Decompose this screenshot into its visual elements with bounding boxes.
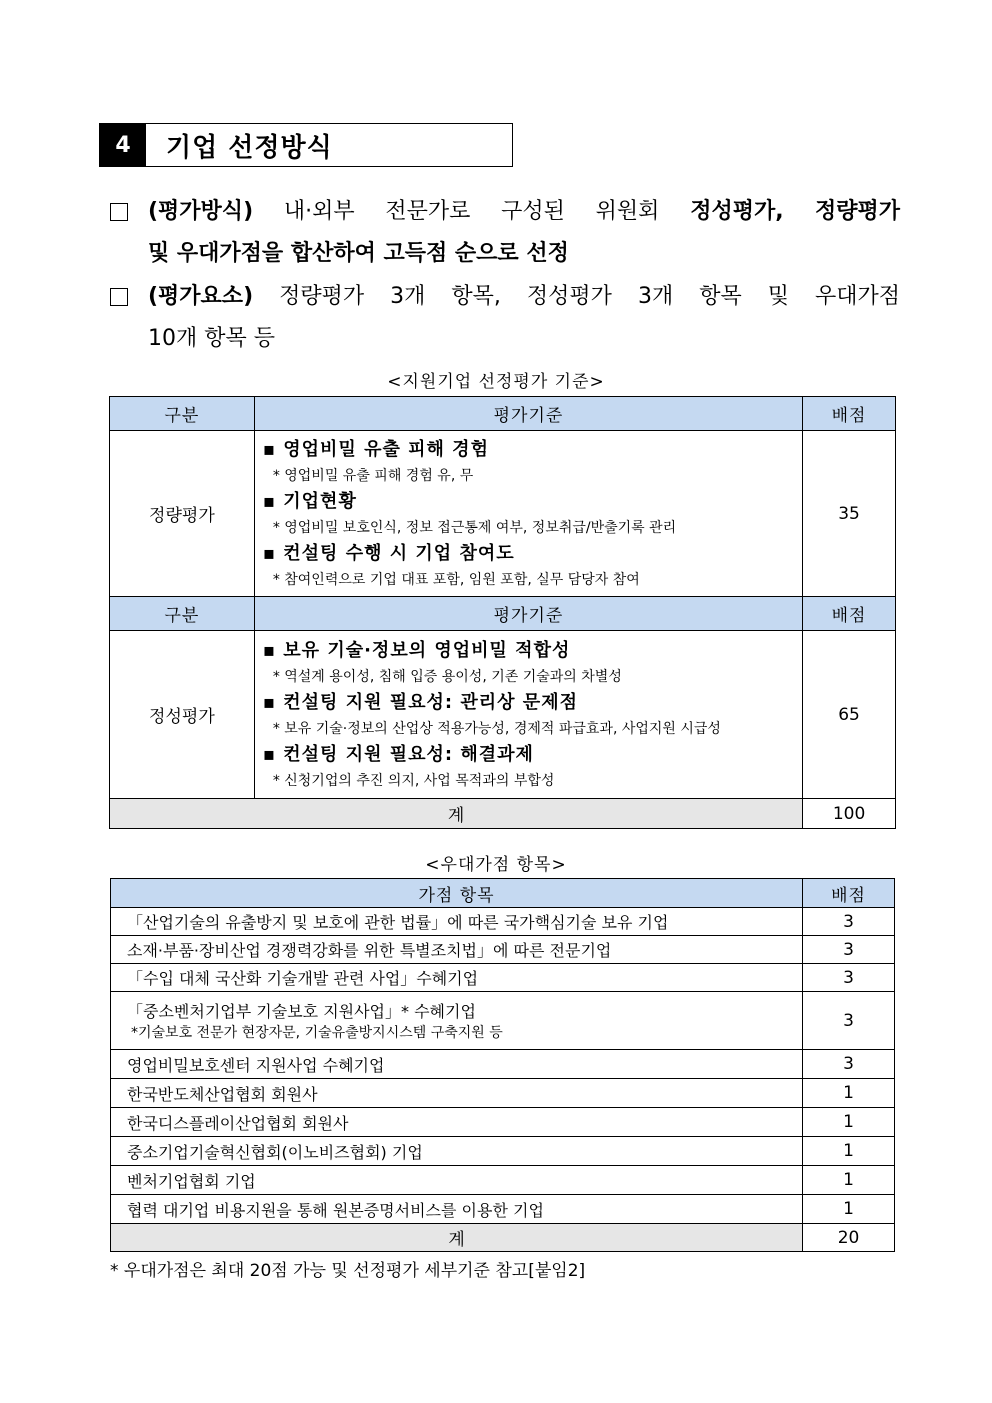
header-category: 구분 [110, 397, 255, 431]
table-row [111, 992, 895, 1050]
criteria-main: ▪ 기업현황 [262, 490, 357, 512]
bonus-score: 3 [803, 992, 895, 1050]
bullet-text: 정량평가 3개 항목, 정성평가 3개 항목 및 우대가점 [253, 284, 900, 309]
bonus-item: 벤처기업협회 기업 [111, 1166, 803, 1195]
header-score: 배점 [803, 397, 896, 431]
criteria-main: ▪ 컨설팅 수행 시 기업 참여도 [262, 542, 515, 564]
bonus-item: 한국반도체산업협회 회원사 [111, 1079, 803, 1108]
header-score: 배점 [803, 597, 896, 631]
table-row [111, 1108, 895, 1137]
score-quantitative: 35 [803, 431, 896, 597]
header-score: 배점 [803, 879, 895, 908]
bullet-evaluation-elements [110, 276, 900, 360]
bonus-item: 협력 대기업 비용지원을 통해 원본증명서비스를 이용한 기업 [111, 1195, 803, 1224]
bonus-item: 「중소벤처기업부 기술보호 지원사업」* 수혜기업 [127, 1002, 476, 1021]
bullet-text-line2: 및 우대가점을 합산하여 고득점 순으로 선정 [148, 241, 569, 266]
bullet-text: 내·외부 전문가로 구성된 위원회 [253, 199, 691, 224]
score-qualitative: 65 [803, 631, 896, 799]
bullet-label: (평가방식) [148, 199, 254, 224]
criteria-main: ▪ 보유 기술·정보의 영업비밀 적합성 [262, 639, 571, 661]
bonus-score: 1 [803, 1137, 895, 1166]
section-title: 기업 선정방식 [166, 132, 333, 163]
table-row [111, 1166, 895, 1195]
criteria-main: ▪ 컨설팅 지원 필요성: 관리상 문제점 [262, 691, 578, 713]
criteria-sub: * 보유 기술·정보의 산업상 적용가능성, 경제적 파급효과, 사업지원 시급성 [272, 720, 721, 737]
bullet-label: (평가요소) [148, 284, 254, 309]
header-item: 가점 항목 [111, 879, 803, 908]
bonus-points-table [110, 878, 895, 1252]
table2-caption: <우대가점 항목> [425, 855, 567, 875]
criteria-sub: * 신청기업의 추진 의지, 사업 목적과의 부합성 [272, 772, 555, 789]
bonus-item: 영업비밀보호센터 지원사업 수혜기업 [111, 1050, 803, 1079]
total-label: 계 [111, 1224, 803, 1252]
table-row [111, 1195, 895, 1224]
table-row [111, 936, 895, 964]
bullet-evaluation-method [110, 191, 900, 275]
footnote: * 우대가점은 최대 20점 가능 및 선정평가 세부기준 참고[붙임2] [110, 1261, 586, 1281]
total-score: 20 [803, 1224, 895, 1252]
table-row [111, 908, 895, 936]
bonus-score: 3 [803, 964, 895, 992]
bonus-score: 1 [803, 1195, 895, 1224]
category-qualitative: 정성평가 [110, 631, 255, 799]
header-criteria: 평가기준 [254, 597, 802, 631]
bonus-item: 중소기업기술혁신협회(이노비즈협회) 기업 [111, 1137, 803, 1166]
criteria-sub: * 역설계 용이성, 침해 입증 용이성, 기존 기술과의 차별성 [272, 668, 622, 685]
bonus-item: 한국디스플레이산업협회 회원사 [111, 1108, 803, 1137]
checkbox-square-icon [110, 288, 128, 306]
header-criteria: 평가기준 [254, 397, 802, 431]
checkbox-square-icon [110, 203, 128, 221]
section-heading [99, 123, 513, 167]
selection-criteria-table [109, 396, 896, 829]
bullet-text-line2: 10개 항목 등 [148, 326, 275, 351]
table-row [111, 964, 895, 992]
qualitative-criteria [254, 631, 802, 799]
bonus-item: 「수입 대체 국산화 기술개발 관련 사업」수혜기업 [111, 964, 803, 992]
bonus-score: 1 [803, 1079, 895, 1108]
criteria-main: ▪ 컨설팅 지원 필요성: 해결과제 [262, 743, 534, 765]
bonus-score: 3 [803, 1050, 895, 1079]
bonus-item-note: *기술보호 전문가 현장자문, 기술유출방지시스템 구축지원 등 [131, 1025, 503, 1041]
criteria-sub: * 영업비밀 유출 피해 경험 유, 무 [272, 467, 474, 484]
category-quantitative: 정량평가 [110, 431, 255, 597]
header-category: 구분 [110, 597, 255, 631]
bullet-bold-text: 정성평가, 정량평가 [690, 199, 900, 224]
bonus-score: 3 [803, 908, 895, 936]
total-label: 계 [110, 799, 803, 829]
table-row [111, 1079, 895, 1108]
criteria-sub: * 참여인력으로 기업 대표 포함, 임원 포함, 실무 담당자 참여 [272, 571, 640, 588]
bonus-item: 소재·부품·장비산업 경쟁력강화를 위한 특별조치법」에 따른 전문기업 [111, 936, 803, 964]
bonus-item-with-note [111, 992, 803, 1050]
section-number: 4 [100, 124, 146, 166]
criteria-sub: * 영업비밀 보호인식, 정보 접근통제 여부, 정보취급/반출기록 관리 [272, 519, 677, 536]
bonus-item: 「산업기술의 유출방지 및 보호에 관한 법률」에 따른 국가핵심기술 보유 기업 [111, 908, 803, 936]
criteria-main: ▪ 영업비밀 유출 피해 경험 [262, 438, 489, 460]
total-score: 100 [803, 799, 896, 829]
bonus-score: 3 [803, 936, 895, 964]
bonus-score: 1 [803, 1166, 895, 1195]
quantitative-criteria [254, 431, 802, 597]
table1-caption: <지원기업 선정평가 기준> [387, 372, 605, 392]
table-row [111, 1050, 895, 1079]
bonus-score: 1 [803, 1108, 895, 1137]
table-row [111, 1137, 895, 1166]
